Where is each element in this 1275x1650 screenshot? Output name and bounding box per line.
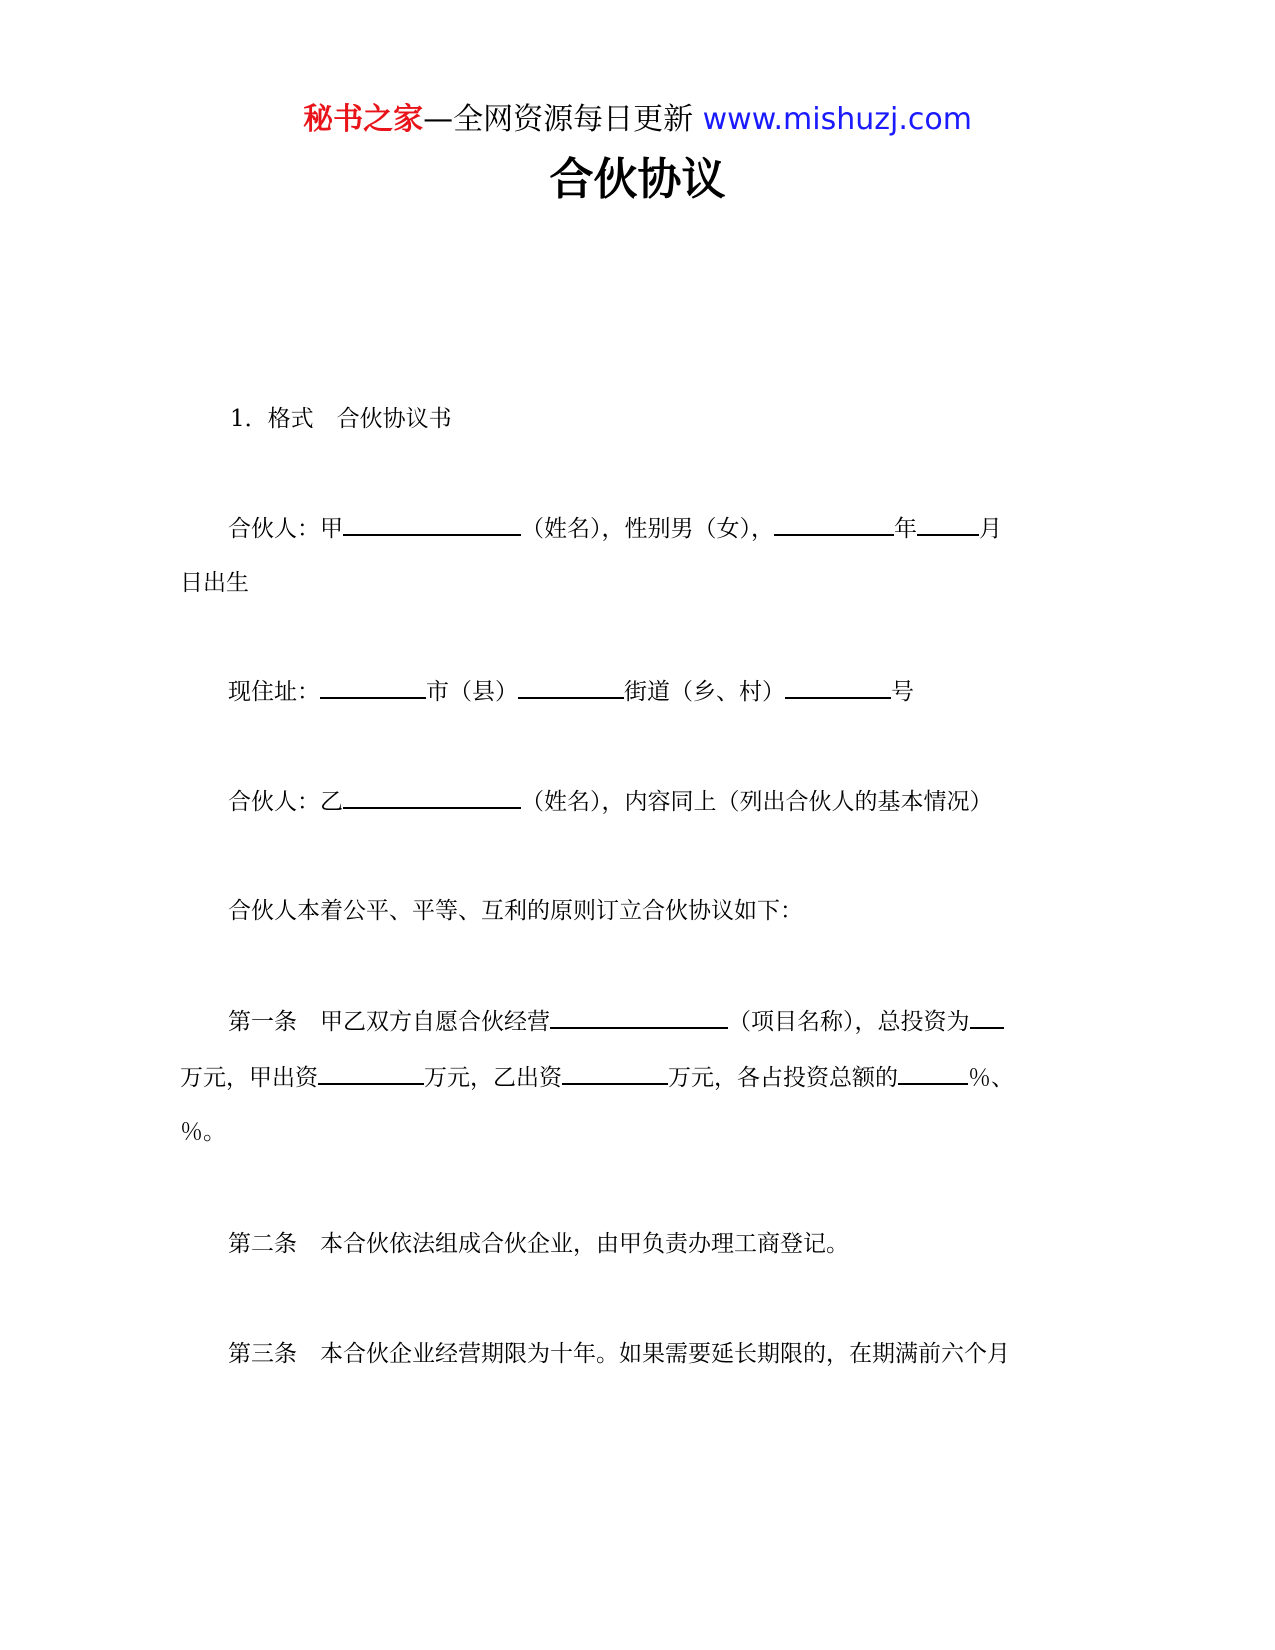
blank-a-investment[interactable] <box>318 1061 424 1085</box>
partner-b-label: 合伙人：乙 <box>228 789 343 815</box>
site-url[interactable]: www.mishuzj.com <box>702 102 972 137</box>
blank-birth-year[interactable] <box>774 512 894 536</box>
article-1-line-3: ％。 <box>180 1119 226 1145</box>
brand-name: 秘书之家 <box>303 102 424 137</box>
partner-b-line <box>228 785 993 818</box>
article-1-text-f: ％、 <box>968 1065 1014 1091</box>
blank-birth-month[interactable] <box>917 512 979 536</box>
header-slogan: —全网资源每日更新 <box>423 102 703 137</box>
street-label: 街道（乡、村） <box>624 679 785 705</box>
blank-total-investment[interactable] <box>970 1005 1004 1029</box>
article-3-line: 第三条 本合伙企业经营期限为十年。如果需要延长期限的，在期满前六个月 <box>228 1341 1010 1367</box>
partner-a-label: 合伙人：甲 <box>228 516 343 542</box>
intro-line: 合伙人本着公平、平等、互利的原则订立合伙协议如下： <box>228 898 803 924</box>
blank-number[interactable] <box>785 675 891 699</box>
month-label: 月 <box>979 516 1002 542</box>
blank-partner-a-name[interactable] <box>343 512 521 536</box>
city-label: 市（县） <box>426 679 518 705</box>
article-1-line-2 <box>180 1061 1014 1094</box>
number-label: 号 <box>891 679 914 705</box>
address-line <box>228 675 914 708</box>
blank-share-a[interactable] <box>898 1061 968 1085</box>
article-1-line-1 <box>228 1005 1004 1038</box>
year-label: 年 <box>894 516 917 542</box>
partner-a-line <box>228 512 1002 545</box>
partner-a-birth-line: 日出生 <box>180 570 249 596</box>
blank-street[interactable] <box>518 675 624 699</box>
article-1-text-c: 万元，甲出资 <box>180 1065 318 1091</box>
article-1-text-b: （项目名称），总投资为 <box>728 1009 970 1035</box>
site-header <box>0 100 1275 140</box>
article-1-text-d: 万元，乙出资 <box>424 1065 562 1091</box>
blank-partner-b-name[interactable] <box>343 785 521 809</box>
partner-b-desc: （姓名），内容同上（列出合伙人的基本情况） <box>521 789 993 815</box>
blank-b-investment[interactable] <box>562 1061 668 1085</box>
article-1-text-e: 万元，各占投资总额的 <box>668 1065 898 1091</box>
format-line: 1．格式 合伙协议书 <box>230 406 452 432</box>
document-title: 合伙协议 <box>549 154 726 205</box>
partner-a-gender: （姓名），性别男（女）， <box>521 516 774 542</box>
address-label: 现住址： <box>228 679 320 705</box>
article-2-line: 第二条 本合伙依法组成合伙企业，由甲负责办理工商登记。 <box>228 1231 849 1257</box>
blank-project-name[interactable] <box>550 1005 728 1029</box>
article-1-text-a: 第一条 甲乙双方自愿合伙经营 <box>228 1009 550 1035</box>
blank-city[interactable] <box>320 675 426 699</box>
